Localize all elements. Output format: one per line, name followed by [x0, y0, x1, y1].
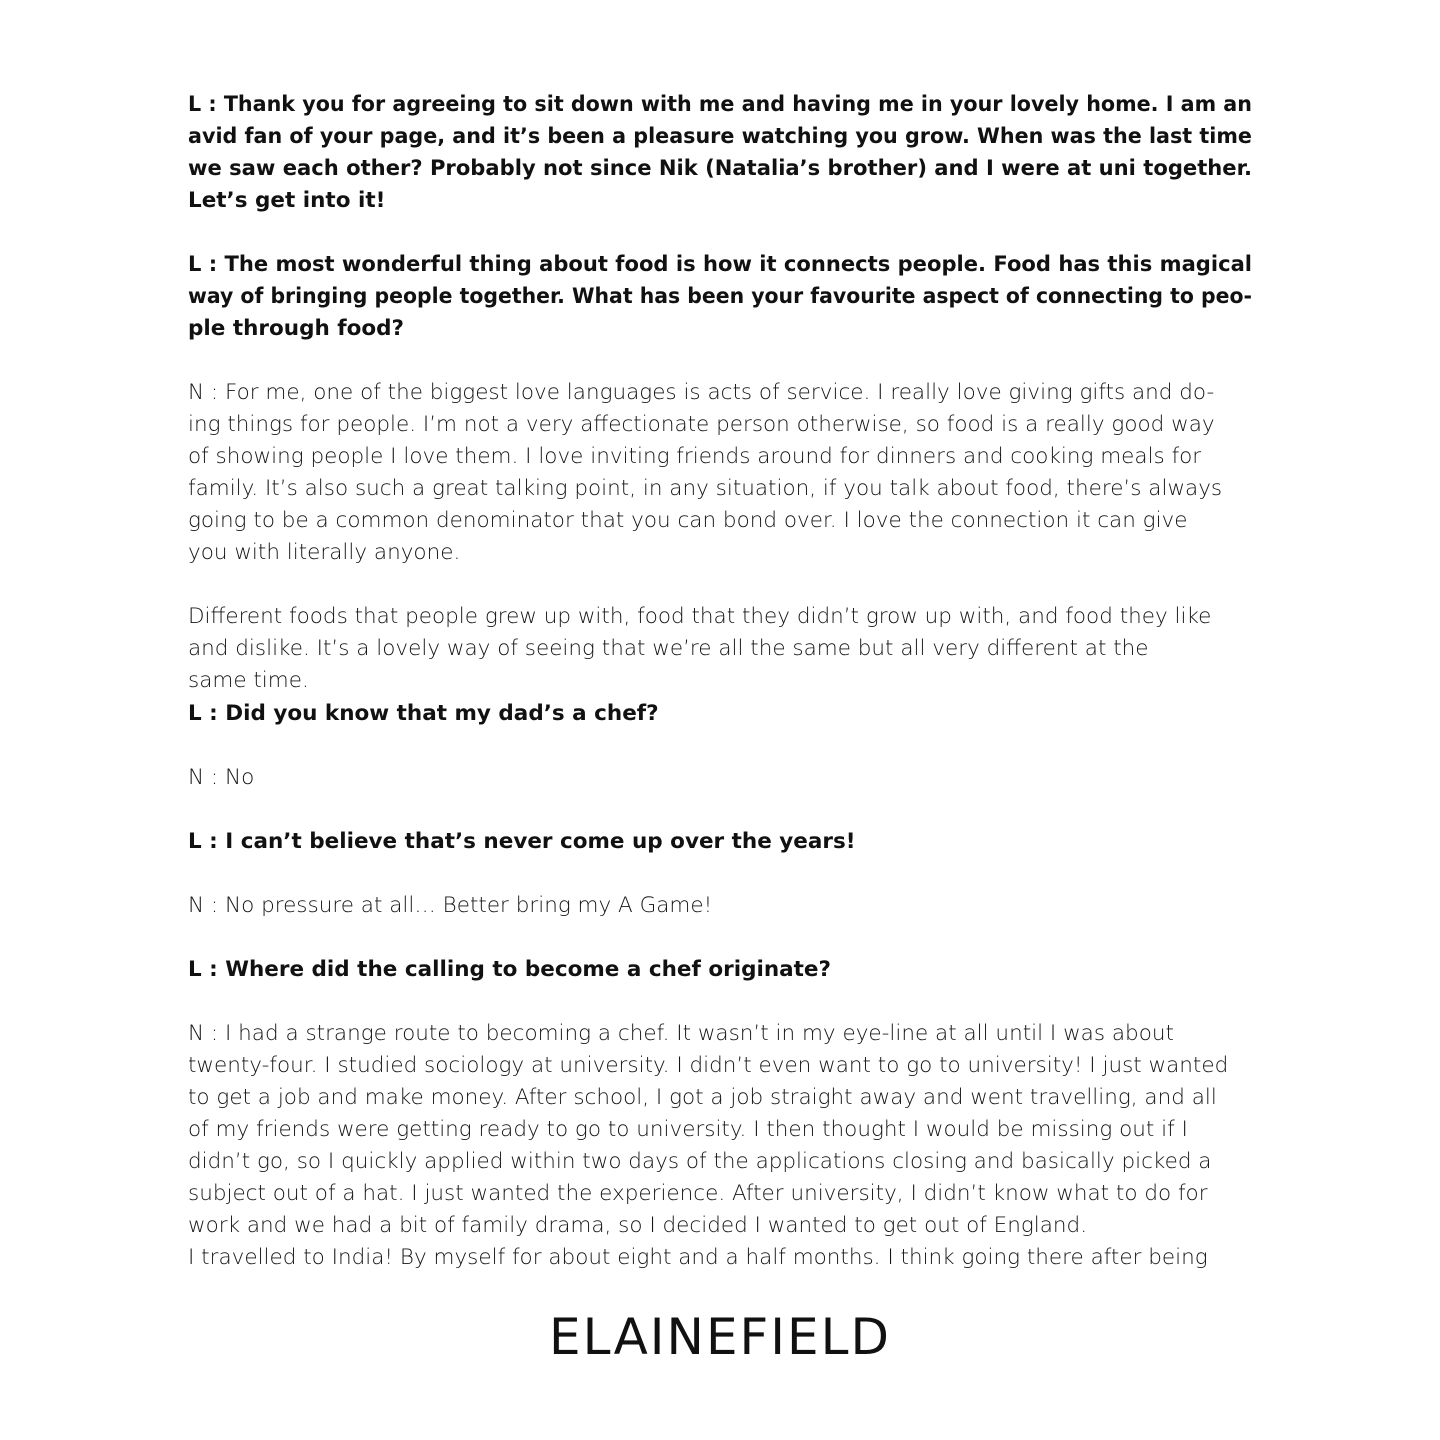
text-line: L : Did you know that my dad’s a chef?	[188, 701, 659, 726]
text-line: same time.	[188, 668, 309, 693]
text-line: to get a job and make money. After school, I got a job straight away and went travelling, and all	[188, 1085, 1217, 1110]
text-line: avid fan of your page, and it’s been a pleasure watching you grow. When was the last time	[188, 124, 1252, 149]
interviewer-question	[188, 954, 1252, 986]
text-line: didn’t go, so I quickly applied within two days of the applications closing and basically picked a	[188, 1149, 1212, 1174]
text-line: Let’s get into it!	[188, 188, 386, 213]
text-line: I travelled to India! By myself for about eight and a half months. I think going there after being	[188, 1245, 1208, 1270]
interviewee-answer	[188, 601, 1252, 697]
text-line: going to be a common denominator that you can bond over. I love the connection it can give	[188, 508, 1188, 533]
text-line: subject out of a hat. I just wanted the experience. After university, I didn’t know what to do for	[188, 1181, 1208, 1206]
text-line: work and we had a bit of family drama, so I decided I wanted to get out of England.	[188, 1213, 1088, 1238]
text-line: L : Where did the calling to become a chef originate?	[188, 957, 831, 982]
interviewer-question	[188, 89, 1252, 217]
text-line: L : Thank you for agreeing to sit down with me and having me in your lovely home. I am an	[188, 92, 1252, 117]
text-line: you with literally anyone.	[188, 540, 461, 565]
text-line: of my friends were getting ready to go to university. I then thought I would be missing out if I	[188, 1117, 1188, 1142]
text-line: N : I had a strange route to becoming a chef. It wasn’t in my eye-line at all until I was about	[188, 1021, 1174, 1046]
text-line: way of bringing people together. What has been your favourite aspect of connecting to peo-	[188, 284, 1252, 309]
interviewee-answer	[188, 377, 1252, 569]
text-line: twenty-four. I studied sociology at university. I didn’t even want to go to university! I just wanted	[188, 1053, 1229, 1078]
interviewer-question	[188, 249, 1252, 345]
text-line: N : No	[188, 765, 255, 790]
interviewee-answer	[188, 1018, 1252, 1274]
interviewee-answer	[188, 762, 1252, 794]
text-line: N : For me, one of the biggest love languages is acts of service. I really love giving gifts and do-	[188, 380, 1215, 405]
text-line: L : I can’t believe that’s never come up over the years!	[188, 829, 856, 854]
text-line: ing things for people. I’m not a very affectionate person otherwise, so food is a really good way	[188, 412, 1215, 437]
interviewee-answer	[188, 890, 1252, 922]
interviewer-question	[188, 826, 1252, 858]
text-line: ple through food?	[188, 316, 405, 341]
interview-transcript	[188, 89, 1252, 1289]
text-line: of showing people I love them. I love inviting friends around for dinners and cooking meals for	[188, 444, 1202, 469]
text-line: and dislike. It’s a lovely way of seeing that we’re all the same but all very different at the	[188, 636, 1149, 661]
text-line: family. It’s also such a great talking point, in any situation, if you talk about food, there’s always	[188, 476, 1223, 501]
text-line: L : The most wonderful thing about food is how it connects people. Food has this magical	[188, 252, 1252, 277]
interviewer-question	[188, 698, 1252, 730]
text-line: we saw each other? Probably not since Nik (Natalia’s brother) and I were at uni together.	[188, 156, 1252, 181]
text-line: Different foods that people grew up with, food that they didn’t grow up with, and food they like	[188, 604, 1212, 629]
text-line: N : No pressure at all… Better bring my A Game!	[188, 893, 713, 918]
brand-logo-text: ELAINEFIELD	[549, 1308, 891, 1366]
